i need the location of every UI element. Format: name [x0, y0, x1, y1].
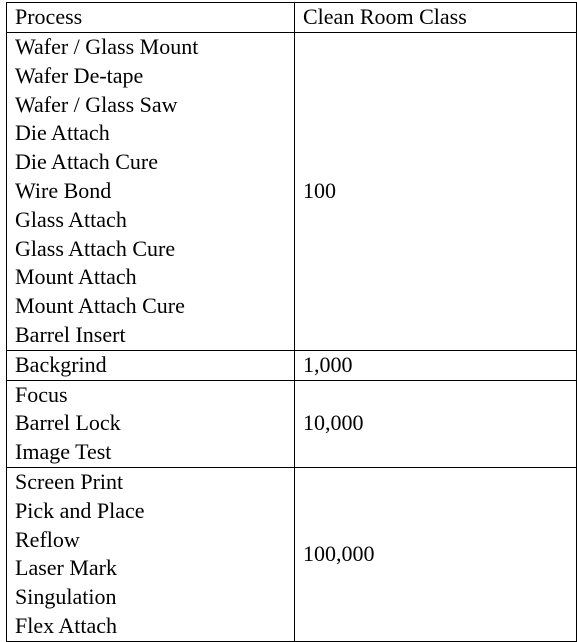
process-name: Wafer / Glass Mount	[15, 34, 199, 59]
process-cell	[7, 380, 295, 467]
process-name: Image Test	[15, 439, 112, 465]
process-name: Laser Mark	[15, 555, 118, 581]
clean-room-table	[6, 2, 577, 642]
clean-room-class-value: 100,000	[295, 467, 577, 641]
process-name: Flex Attach	[15, 612, 118, 638]
process-name: Barrel Lock	[15, 410, 121, 436]
process-cell	[7, 467, 295, 641]
process-name: Glass Attach Cure	[15, 235, 176, 261]
clean-room-class-value: 100	[295, 33, 577, 351]
process-name: Mount Attach Cure	[15, 293, 185, 319]
table-row	[7, 33, 577, 351]
table-row	[7, 467, 577, 641]
process-name: Glass Attach	[15, 206, 127, 232]
header-row	[7, 3, 577, 33]
process-name: Wire Bond	[15, 177, 112, 203]
process-cell	[7, 33, 295, 351]
process-name: Reflow	[15, 526, 80, 552]
header-process: Process	[7, 3, 295, 33]
process-cell	[7, 350, 295, 380]
table-row	[7, 350, 577, 380]
process-name: Wafer / Glass Saw	[15, 91, 178, 117]
process-name: Die Attach Cure	[15, 149, 158, 175]
process-name: Mount Attach	[15, 264, 137, 290]
clean-room-class-value: 10,000	[295, 380, 577, 467]
header-clean-room-class: Clean Room Class	[295, 3, 577, 33]
process-name: Backgrind	[15, 351, 107, 377]
process-name: Screen Print	[15, 468, 124, 494]
clean-room-class-value: 1,000	[295, 350, 577, 380]
process-name: Singulation	[15, 584, 117, 610]
process-name: Wafer De-tape	[15, 62, 144, 88]
process-name: Barrel Insert	[15, 321, 126, 347]
process-name: Die Attach	[15, 120, 110, 146]
process-name: Focus	[15, 381, 68, 407]
table-row	[7, 380, 577, 467]
process-name: Pick and Place	[15, 497, 145, 523]
